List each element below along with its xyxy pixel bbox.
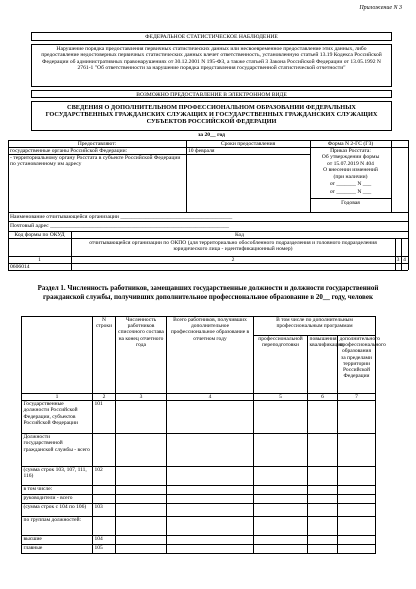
periodicity: Годовая <box>341 200 360 206</box>
header-total-trained: Всего работников, получивших дополнительное профессиональное образование в отчетном году <box>167 317 254 394</box>
data-cell[interactable] <box>116 434 167 467</box>
data-cell[interactable] <box>308 401 338 434</box>
table-row <box>22 504 376 517</box>
data-cell[interactable] <box>116 495 167 504</box>
row-label: Должности государственной гражданской службы - всего <box>22 434 93 467</box>
data-cell[interactable] <box>338 504 376 517</box>
row-line-number <box>93 495 116 504</box>
data-cell[interactable] <box>167 536 254 545</box>
row-label: (сумма строк с 104 по 106) <box>22 504 93 517</box>
warning-text: Нарушение порядка предоставления первичных статистических данных или несвоевременное предоставление этих данных, либо предоставление недостоверных первичных статистических данных влечет ответственность, установленную статьей 13.19 Кодекса Российской Федерации об административных правонарушениях от 30.12.2001 N 195-ФЗ, а также статьей 3 Закона Российской Федерации от 13.05.1992 N 2761-1 "Об ответственности за нарушение порядка представления государственной статистической отчетности" <box>41 46 382 72</box>
electronic-note: ВОЗМОЖНО ПРЕДОСТАВЛЕНИЕ В ЭЛЕКТРОННОМ ВИДЕ <box>136 91 287 98</box>
table-row <box>22 467 376 486</box>
col-number: 3 <box>116 394 167 401</box>
data-cell[interactable] <box>338 536 376 545</box>
row-line-number <box>93 486 116 495</box>
data-cell[interactable] <box>254 504 308 517</box>
submitter-row1: государственные органы Российской Федерации: <box>10 147 128 154</box>
main-table <box>21 316 386 554</box>
row-line-number: 102 <box>93 467 116 486</box>
data-cell[interactable] <box>338 517 376 536</box>
form-code-label: Код формы по ОКУД <box>14 232 65 238</box>
table-row <box>22 434 376 467</box>
submitter-row2: - территориальному органу Росстата в субъекте Российской Федерации по установленному им адресу <box>10 155 181 168</box>
table-row <box>22 517 376 536</box>
data-cell[interactable] <box>254 434 308 467</box>
appendix-label: Приложение N 3 <box>359 5 402 11</box>
data-cell[interactable] <box>116 504 167 517</box>
data-cell[interactable] <box>167 504 254 517</box>
row-label: высшие <box>22 536 93 545</box>
data-cell[interactable] <box>116 545 167 554</box>
header-including: В том числе по дополнительным профессиональным программам <box>254 317 376 336</box>
row-label: руководители - всего <box>22 495 93 504</box>
code-col-1: 1 <box>38 256 41 263</box>
data-cell[interactable] <box>167 545 254 554</box>
data-cell[interactable] <box>254 517 308 536</box>
col-number: 6 <box>308 394 338 401</box>
data-cell[interactable] <box>116 517 167 536</box>
electronic-banner <box>31 90 392 98</box>
data-cell[interactable] <box>338 401 376 434</box>
header-line-number: N строки <box>93 317 116 394</box>
data-cell[interactable] <box>308 467 338 486</box>
data-cell[interactable] <box>338 486 376 495</box>
data-cell[interactable] <box>254 486 308 495</box>
observation-banner <box>31 32 392 41</box>
order-ot2: от _______ N ___ <box>329 189 372 195</box>
data-cell[interactable] <box>254 545 308 554</box>
report-period: за 20__ год <box>198 132 225 138</box>
okud-value: 0606014 <box>10 263 30 270</box>
col-number: 4 <box>167 394 254 401</box>
data-cell[interactable] <box>338 467 376 486</box>
row-line-number: 105 <box>93 545 116 554</box>
warning-box <box>31 44 392 87</box>
data-cell[interactable] <box>167 401 254 434</box>
table-row <box>22 536 376 545</box>
code-col-4: 4 <box>403 256 406 263</box>
data-cell[interactable] <box>308 536 338 545</box>
code-col-2: 2 <box>231 256 235 263</box>
data-cell[interactable] <box>338 495 376 504</box>
data-cell[interactable] <box>167 486 254 495</box>
row-line-number: 104 <box>93 536 116 545</box>
header-staff-count: Численность работников списочного состава на конец отчетного года <box>116 317 167 394</box>
row-line-number <box>93 517 116 536</box>
data-cell[interactable] <box>116 467 167 486</box>
order-text: Приказ Росстата: Об утверждении формы от 15.07.2019 N 404 О внесении изменений (при наличии) <box>321 148 380 180</box>
col-deadlines: Сроки предоставления <box>220 140 276 147</box>
report-title: СВЕДЕНИЯ О ДОПОЛНИТЕЛЬНОМ ПРОФЕССИОНАЛЬНОМ ОБРАЗОВАНИИ ФЕДЕРАЛЬНЫХ ГОСУДАРСТВЕННЫХ ГРАЖДАНСКИХ СЛУЖАЩИХ И ГОСУДАРСТВЕННЫХ ГРАЖДАНСКИХ СЛУЖАЩИХ СУБЪЕКТОВ РОССИЙСКОЙ ФЕДЕРАЦИИ <box>45 103 378 125</box>
header-qualification: повышения квалификации <box>308 336 338 394</box>
section1-title: Раздел 1. Численность работников, замещавших государственные должности и должности государственной гражданской службы, получивших дополнительное профессиональное образование в 20__ году, человек <box>37 284 379 301</box>
data-cell[interactable] <box>338 545 376 554</box>
row-line-number: 103 <box>93 504 116 517</box>
data-cell[interactable] <box>116 536 167 545</box>
data-cell[interactable] <box>254 536 308 545</box>
data-cell[interactable] <box>116 486 167 495</box>
row-label: Государственные должности Российской Федерации, субъектов Российской Федерации <box>22 401 93 434</box>
data-cell[interactable] <box>308 434 338 467</box>
row-line-number: 101 <box>93 401 116 434</box>
code-col-3: 3 <box>396 256 400 263</box>
table-row <box>22 495 376 504</box>
order-ot1: от _______ N ___ <box>329 181 372 187</box>
col-number: 1 <box>22 394 93 401</box>
data-cell[interactable] <box>167 434 254 467</box>
data-cell[interactable] <box>254 495 308 504</box>
col-number: 7 <box>338 394 376 401</box>
col-number: 2 <box>93 394 116 401</box>
table-row <box>22 545 376 554</box>
row-label: в том числе: <box>22 486 93 495</box>
form-number: Форма N 2-ГС (ГЗ) <box>327 140 374 147</box>
data-cell[interactable] <box>338 434 376 467</box>
okpo-label: отчитывающейся организации по ОКПО (для территориально обособленного подразделения и головного подразделения юридического лица - идентификационный номер) <box>89 240 377 253</box>
org-name-field[interactable]: Наименование отчитывающейся организации ________________________________________ <box>10 214 233 220</box>
header-outside-russia: дополнительного профессионального образования за пределами территории Российской Федерации <box>338 336 376 394</box>
row-label: (сумма строк 103, 107, 111, 116) <box>22 467 93 486</box>
header-blank <box>22 317 93 394</box>
data-cell[interactable] <box>308 486 338 495</box>
data-cell[interactable] <box>167 467 254 486</box>
data-cell[interactable] <box>167 517 254 536</box>
row-line-number <box>93 434 116 467</box>
data-cell[interactable] <box>116 401 167 434</box>
data-cell[interactable] <box>254 401 308 434</box>
code-label: Код <box>235 231 244 238</box>
col-number: 5 <box>254 394 308 401</box>
table-row <box>22 486 376 495</box>
observation-title: ФЕДЕРАЛЬНОЕ СТАТИСТИЧЕСКОЕ НАБЛЮДЕНИЕ <box>145 34 278 40</box>
data-cell[interactable] <box>254 467 308 486</box>
report-title-box <box>31 101 392 131</box>
row-label: по группам должностей: <box>22 517 93 536</box>
data-cell[interactable] <box>308 545 338 554</box>
data-cell[interactable] <box>167 495 254 504</box>
data-cell[interactable] <box>308 504 338 517</box>
row-label: главные <box>22 545 93 554</box>
data-cell[interactable] <box>308 495 338 504</box>
postal-address-field[interactable]: Почтовый адрес ________________________________________________________________ <box>10 223 230 229</box>
deadline-row1: 10 февраля <box>188 147 215 154</box>
col-submitters: Предоставляют: <box>77 140 117 147</box>
table-row <box>22 401 376 434</box>
header-retraining: профессиональной переподготовки <box>254 336 308 394</box>
data-cell[interactable] <box>308 517 338 536</box>
